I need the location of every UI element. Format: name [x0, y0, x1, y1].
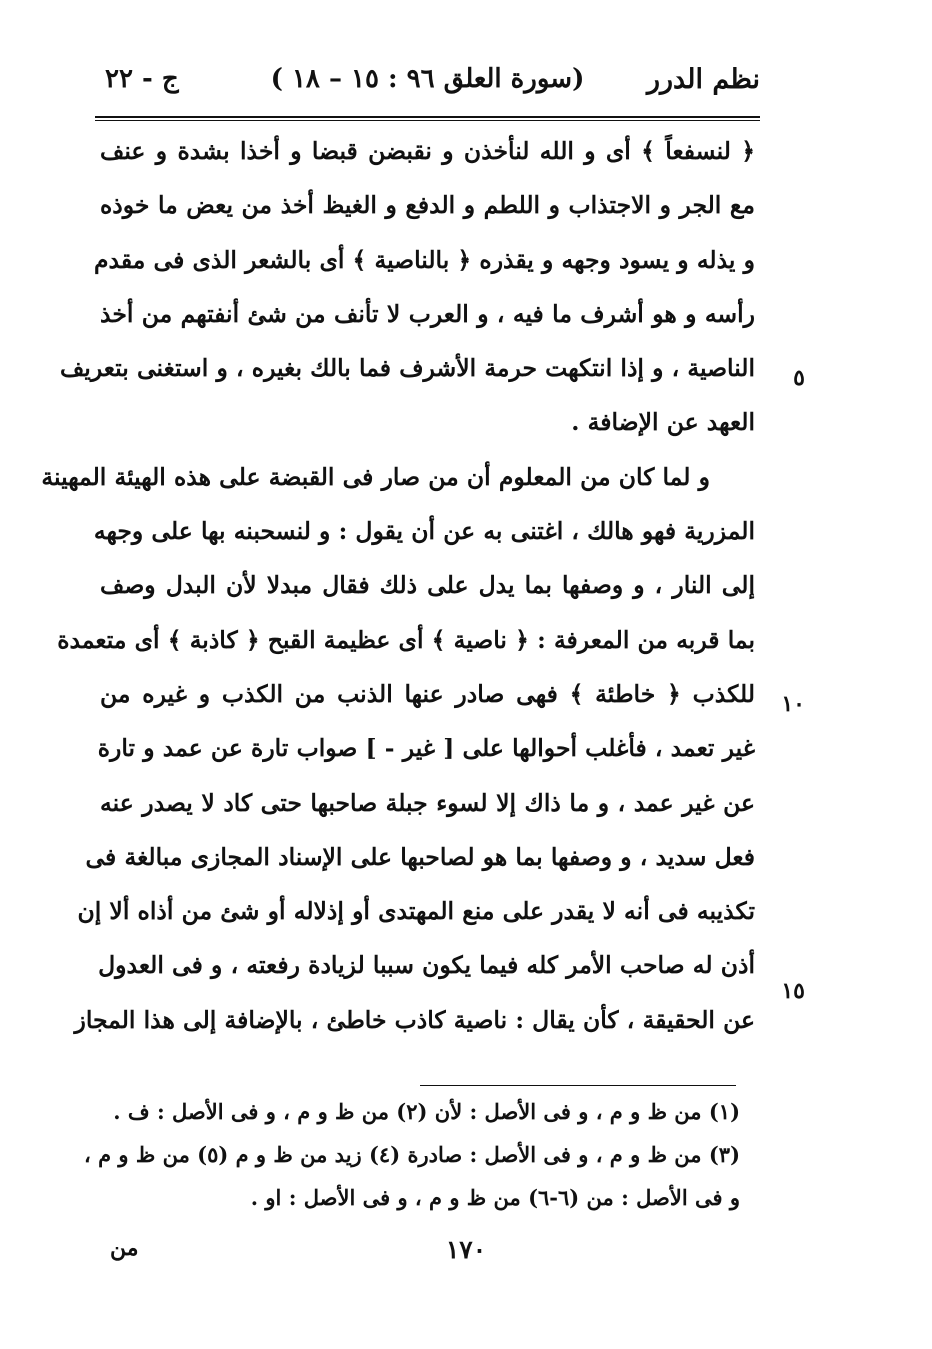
text-line: تكذيبه فى أنه لا يقدر على منع المهتدى أو إذلاله أو شئ من أذاه ألا إن [77, 897, 755, 926]
header-rule-thin [95, 120, 760, 121]
line-number-5: ٥ [793, 365, 805, 391]
text-line: بما قربه من المعرفة : ﴿ ناصية ﴾ أى عظيمة القبح ﴿ كاذبة ﴾ أى متعمدة [57, 625, 755, 654]
running-header [95, 58, 760, 104]
surah-reference: (سورة العلق ٩٦ : ١٥ – ١٨ ) [270, 64, 585, 94]
text-line: و لما كان من المعلوم أن من صار فى القبضة على هذه الهيئة المهينة [41, 462, 710, 491]
text-line: العهد عن الإضافة . [571, 408, 755, 437]
footnote-line: و فى الأصل : من (٦-٦) من ظ و م ، و فى الأصل : او . [250, 1185, 740, 1210]
book-title: نظم الدرر [646, 64, 760, 95]
footnotes [84, 1090, 740, 1219]
text-line: و يذله و يسود وجهه و يقذره ﴿ بالناصية ﴾ أى بالشعر الذى فى مقدم [93, 245, 755, 274]
text-line: إلى النار ، و وصفها بما يدل على ذلك فقال مبدلا لأن البدل وصف [100, 571, 755, 600]
text-line: عن غير عمد ، و ما ذاك إلا لسوء جبلة صاحبها حتى كاد لا يصدر عنه [100, 788, 755, 817]
header-rule [95, 116, 760, 118]
footnote-line: (١) من ظ و م ، و فى الأصل : لأن (٢) من ظ و م ، و فى الأصل : ف . [113, 1099, 740, 1124]
footnote-line: (٣) من ظ و م ، و فى الأصل : صادرة (٤) زيد من ظ و م (٥) من ظ و م ، [84, 1142, 740, 1167]
catchword: من [110, 1235, 139, 1261]
text-line: عن الحقيقة ، كأن يقال : ناصية كاذب خاطئ ، بالإضافة إلى هذا المجاز [74, 1005, 755, 1034]
text-line: فعل سديد ، و وصفها بما هو لصاحبها على الإسناد المجازى مبالغة فى [85, 842, 755, 871]
text-line: غير تعمد ، فأغلب أحوالها على [ غير - ] صواب تارة عن عمد و تارة [97, 734, 755, 763]
text-line: للكذب ﴿ خاطئة ﴾ فهى صادر عنها الذنب من الكذب و غيره من [100, 679, 755, 708]
text-line: ﴿ لنسفعاً ﴾ أى و الله لنأخذن و نقبضن قبضا و أخذا بشدة و عنف [100, 137, 755, 165]
part-number: ج - ٢٢ [105, 64, 179, 94]
line-number-10: ١٠ [781, 691, 805, 717]
line-number-15: ١٥ [781, 978, 805, 1004]
footnote-rule [420, 1085, 736, 1086]
text-line: أذن له صاحب الأمر كله فيما يكون سببا لزيادة رفعته ، و فى العدول [98, 951, 755, 980]
text-line: الناصية ، و إذا انتكهت حرمة الأشرف فما بالك بغيره ، و استغنى بتعريف [59, 354, 755, 383]
text-line: المزرية فهو هالك ، اغتنى به عن أن يقول : و لنسحبنه بها على وجهه [93, 517, 755, 546]
page-number: ١٧٠ [445, 1235, 487, 1264]
text-line: مع الجر و الاجتذاب و اللطم و الدفع و الغيظ أخذ من يعض ما خوذه [100, 191, 755, 220]
text-line: رأسه و هو أشرف ما فيه ، و العرب لا تأنف من شئ أنفتهم من أخذ [100, 299, 755, 328]
main-text [41, 124, 755, 1047]
